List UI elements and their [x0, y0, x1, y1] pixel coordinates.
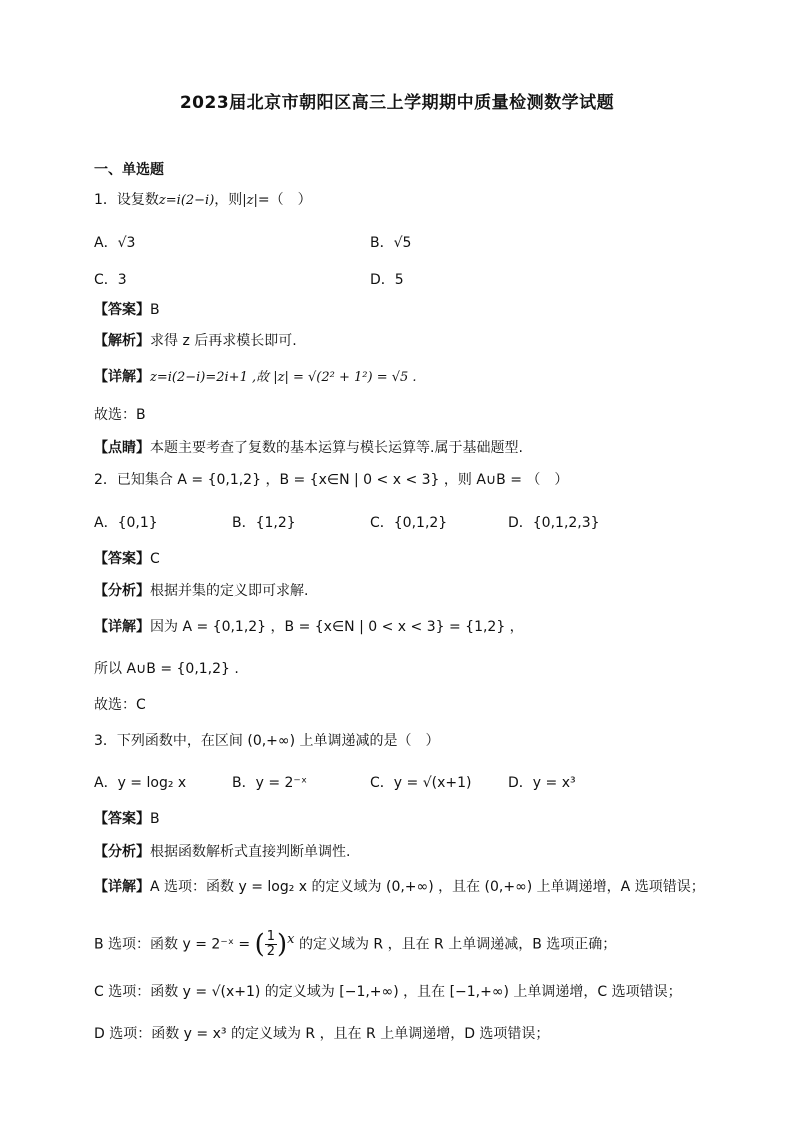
comment-tag: 【点睛】 [94, 440, 150, 456]
q3-analysis [94, 842, 350, 862]
comment-text: 本题主要考查了复数的基本运算与模长运算等.属于基础题型. [150, 440, 523, 456]
right-paren: ) [277, 929, 288, 960]
q1-option-b: B．√5 [370, 235, 412, 251]
q2-option-d: D．{0,1,2,3} [508, 515, 600, 531]
q1-stem-text-a: 1．设复数 [94, 192, 159, 208]
left-paren: ( [254, 929, 265, 960]
answer-tag: 【答案】 [94, 811, 150, 827]
answer-value: B [150, 302, 160, 318]
q2-analysis [94, 581, 308, 601]
q2-answer [94, 549, 160, 569]
page-title: 2023届北京市朝阳区高三上学期期中质量检测数学试题 [179, 93, 615, 113]
analysis-text: 根据函数解析式直接判断单调性. [150, 844, 351, 860]
detail-text: 因为 A = {0,1,2} ，B = {x∈N | 0 < x < 3} = {1,2} ， [150, 619, 524, 635]
analysis-text: 根据并集的定义即可求解. [150, 583, 309, 599]
detail-text: z=i(2−i)=2i+1 ,故 |z| = √(2² + 1²) = √5 . [150, 370, 417, 385]
q3-detail-b [94, 925, 616, 960]
q2-detail [94, 617, 524, 637]
question-2-stem: 2．已知集合 A = {0,1,2} ，B = {x∈N | 0 < x < 3} ，则 A∪B = （ ） [94, 472, 569, 488]
exponent: x [287, 932, 295, 947]
q1-comment [94, 438, 523, 458]
q1-stem-math2: |z| [242, 193, 258, 208]
q2-choose: 故选：C [94, 697, 146, 713]
q1-choose: 故选：B [94, 407, 146, 423]
analysis-text: 求得 z 后再求模长即可. [150, 333, 297, 349]
answer-tag: 【答案】 [94, 551, 150, 567]
question-1-stem [94, 190, 312, 211]
q1-option-d: D．5 [370, 272, 404, 288]
q2-option-a: A．{0,1} [94, 515, 158, 531]
q1-stem-text-c: =（ ） [257, 192, 312, 208]
q3-option-c: C．y = √(x+1) [370, 775, 472, 791]
q1-option-a: A．√3 [94, 235, 136, 251]
q1-analysis [94, 331, 297, 351]
detail-tag: 【详解】 [94, 879, 150, 895]
q3-detail-d: D 选项：函数 y = x³ 的定义域为 R ，且在 R 上单调递增，D 选项错误； [94, 1026, 550, 1042]
question-3-stem: 3．下列函数中，在区间 (0,+∞) 上单调递减的是（ ） [94, 733, 440, 749]
analysis-tag: 【解析】 [94, 333, 150, 349]
fraction-denominator: 2 [266, 944, 275, 960]
fraction [265, 930, 277, 959]
q1-option-c: C．3 [94, 272, 127, 288]
q1-detail [94, 367, 417, 388]
q3-answer [94, 809, 160, 829]
q3-detail-c: C 选项：函数 y = √(x+1) 的定义域为 [−1,+∞) ，且在 [−1,+∞) 上单调递增，C 选项错误； [94, 984, 682, 1000]
q3-option-b: B．y = 2⁻ˣ [232, 775, 308, 791]
q3-option-d: D．y = x³ [508, 775, 576, 791]
analysis-tag: 【分析】 [94, 844, 150, 860]
detail-text: A 选项：函数 y = log₂ x 的定义域为 (0,+∞) ，且在 (0,+∞) 上单调递增，A 选项错误； [150, 879, 705, 895]
q2-detail-2: 所以 A∪B = {0,1,2} . [94, 661, 239, 677]
detail-tag: 【详解】 [94, 619, 150, 635]
q2-option-b: B．{1,2} [232, 515, 296, 531]
detail-b-text-2: 的定义域为 R ，且在 R 上单调递减，B 选项正确； [294, 936, 617, 953]
detail-tag: 【详解】 [94, 369, 150, 385]
answer-tag: 【答案】 [94, 302, 150, 318]
fraction-numerator: 1 [266, 929, 275, 945]
section-heading: 一、单选题 [94, 162, 164, 178]
detail-b-text: B 选项：函数 y = 2⁻ˣ = [94, 936, 255, 953]
q1-stem-math: z=i(2−i) [158, 193, 215, 208]
q1-stem-text-b: ，则 [214, 192, 243, 208]
answer-value: C [150, 551, 160, 567]
answer-value: B [150, 811, 160, 827]
q1-answer [94, 300, 160, 320]
analysis-tag: 【分析】 [94, 583, 150, 599]
q3-detail-a [94, 877, 705, 897]
q2-option-c: C．{0,1,2} [370, 515, 448, 531]
q3-option-a: A．y = log₂ x [94, 775, 187, 791]
